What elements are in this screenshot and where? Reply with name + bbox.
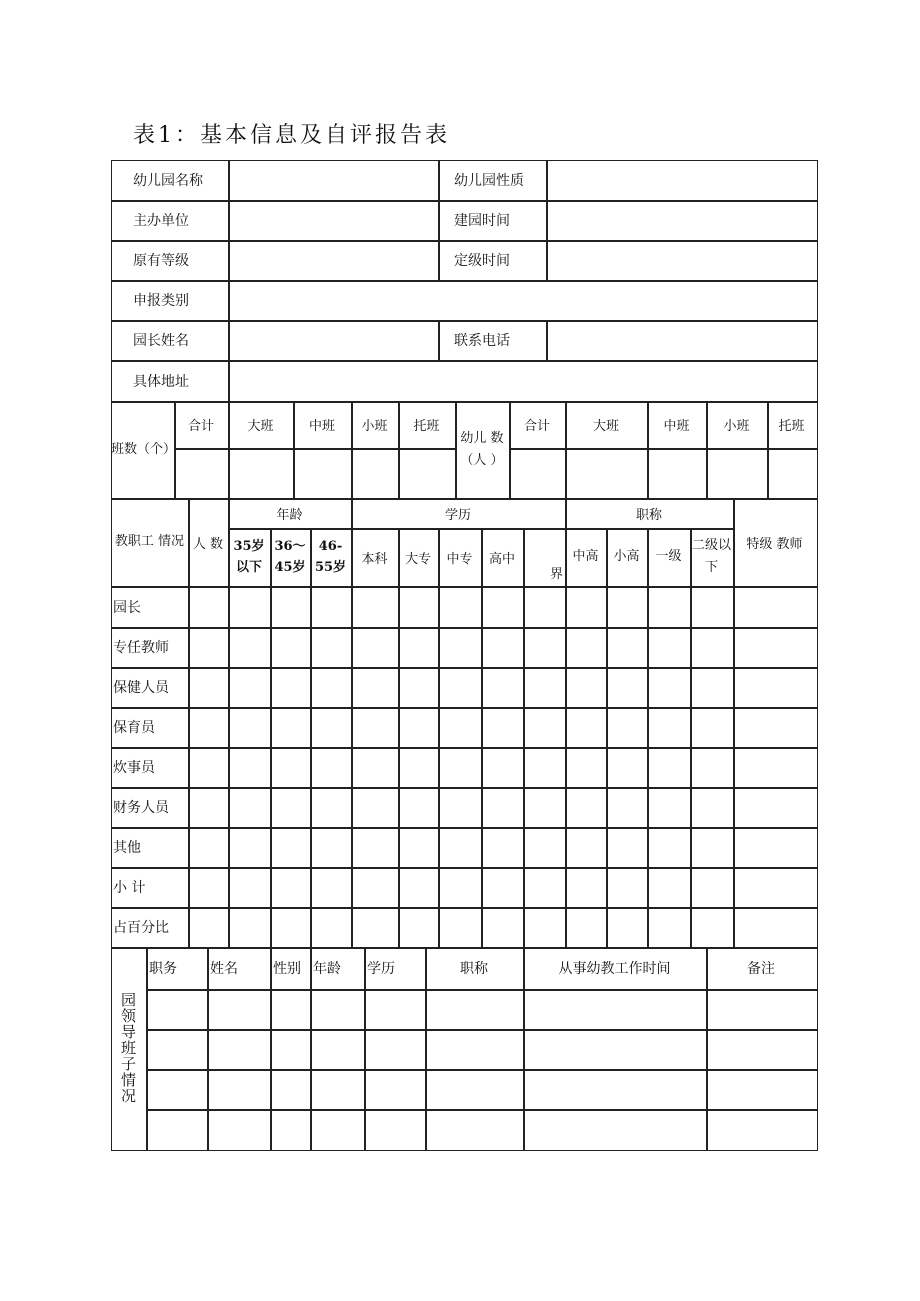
input-cell[interactable] [351,907,400,949]
input-cell[interactable] [207,1029,272,1071]
leadership-header: 性别 [273,961,301,977]
input-cell[interactable] [398,907,440,949]
input-cell[interactable] [310,787,353,829]
staff-row-label: 专任教师 [113,640,169,656]
input-cell[interactable] [351,827,400,869]
input-cell[interactable] [146,1069,209,1111]
edu-header: 界 [549,567,563,582]
input-cell[interactable] [228,360,818,403]
input-cell[interactable] [690,827,735,869]
input-cell[interactable] [706,448,769,500]
staff-count-label: 人 数 [192,536,224,552]
input-cell[interactable] [310,667,353,709]
title-header: 小高 [613,549,640,564]
input-cell[interactable] [690,907,735,949]
input-cell[interactable] [647,627,692,669]
input-cell[interactable] [228,667,272,709]
field-label: 具体地址 [133,373,189,390]
leadership-header: 从事幼教工作时间 [558,961,671,977]
input-cell[interactable] [398,586,440,629]
input-cell[interactable] [438,586,483,629]
input-cell[interactable] [207,989,272,1031]
input-cell[interactable] [270,667,312,709]
input-cell[interactable] [270,867,312,909]
input-cell[interactable] [398,707,440,749]
input-cell[interactable] [523,627,567,669]
input-cell[interactable] [647,448,708,500]
input-cell[interactable] [706,989,818,1031]
input-cell[interactable] [565,627,608,669]
input-cell[interactable] [647,907,692,949]
input-cell[interactable] [293,448,353,500]
child-header: 大班 [592,419,619,434]
input-cell[interactable] [398,747,440,789]
input-cell[interactable] [481,627,525,669]
input-cell[interactable] [146,989,209,1031]
input-cell[interactable] [398,787,440,829]
class-header: 合计 [187,419,214,434]
edu-group-header: 学历 [444,507,471,523]
input-cell[interactable] [188,667,230,709]
input-cell[interactable] [481,586,525,629]
input-cell[interactable] [188,627,230,669]
input-cell[interactable] [647,747,692,789]
input-cell[interactable] [565,448,649,500]
input-cell[interactable] [228,907,272,949]
input-cell[interactable] [523,667,567,709]
input-cell[interactable] [690,586,735,629]
input-cell[interactable] [310,747,353,789]
input-cell[interactable] [523,867,567,909]
input-cell[interactable] [351,627,400,669]
input-cell[interactable] [351,867,400,909]
input-cell[interactable] [546,200,818,242]
input-cell[interactable] [425,1029,525,1071]
input-cell[interactable] [509,448,567,500]
page-title: 表1：基本信息及自评报告表 [133,123,450,148]
input-cell[interactable] [523,907,567,949]
input-cell[interactable] [310,827,353,869]
input-cell[interactable] [351,747,400,789]
input-cell[interactable] [351,787,400,829]
input-cell[interactable] [565,747,608,789]
input-cell[interactable] [228,200,440,242]
input-cell[interactable] [188,827,230,869]
input-cell[interactable] [438,907,483,949]
input-cell[interactable] [398,448,457,500]
input-cell[interactable] [481,867,525,909]
input-cell[interactable] [606,747,649,789]
input-cell[interactable] [481,707,525,749]
input-cell[interactable] [523,989,708,1031]
leadership-header: 备注 [747,961,775,977]
input-cell[interactable] [228,160,440,202]
title-header: 一级 [655,549,682,564]
input-cell[interactable] [647,867,692,909]
input-cell[interactable] [606,707,649,749]
input-cell[interactable] [565,707,608,749]
input-cell[interactable] [767,448,818,500]
input-cell[interactable] [310,989,366,1031]
input-cell[interactable] [523,827,567,869]
input-cell[interactable] [364,989,427,1031]
input-cell[interactable] [733,667,818,709]
input-cell[interactable] [606,667,649,709]
input-cell[interactable] [606,787,649,829]
class-header: 托班 [413,419,440,434]
input-cell[interactable] [188,747,230,789]
child-header: 托班 [778,419,805,434]
staff-label: 教职工 情况 [114,534,185,549]
edu-header: 中专 [446,551,473,567]
input-cell[interactable] [706,1109,818,1151]
input-cell[interactable] [228,627,272,669]
input-cell[interactable] [146,1109,209,1151]
input-cell[interactable] [398,867,440,909]
staff-row-label: 炊事员 [113,760,155,776]
input-cell[interactable] [523,747,567,789]
staff-row-label: 财务人员 [113,800,169,816]
input-cell[interactable] [647,787,692,829]
title-header: 二级以下 [691,538,731,575]
child-count-label: 幼儿 数（人 ） [460,430,504,468]
input-cell[interactable] [270,787,312,829]
input-cell[interactable] [733,586,818,629]
input-cell[interactable] [438,627,483,669]
input-cell[interactable] [146,1029,209,1071]
input-cell[interactable] [565,827,608,869]
leadership-side-label: 园领导班子情况 [119,992,137,1104]
field-label: 园长姓名 [133,333,189,349]
input-cell[interactable] [438,707,483,749]
edu-header: 本科 [361,551,388,567]
input-cell[interactable] [310,707,353,749]
input-cell[interactable] [647,827,692,869]
input-cell[interactable] [398,827,440,869]
input-cell[interactable] [706,1069,818,1111]
input-cell[interactable] [438,667,483,709]
input-cell[interactable] [690,707,735,749]
input-cell[interactable] [733,827,818,869]
edu-header: 高中 [488,551,515,567]
input-cell[interactable] [546,160,818,202]
input-cell[interactable] [270,989,312,1031]
leadership-header: 姓名 [210,961,238,977]
input-cell[interactable] [270,827,312,869]
input-cell[interactable] [565,667,608,709]
input-cell[interactable] [606,907,649,949]
input-cell[interactable] [228,240,440,282]
input-cell[interactable] [270,627,312,669]
input-cell[interactable] [425,1109,525,1151]
input-cell[interactable] [228,747,272,789]
input-cell[interactable] [706,1029,818,1071]
input-cell[interactable] [425,989,525,1031]
input-cell[interactable] [228,787,272,829]
input-cell[interactable] [523,586,567,629]
leadership-header: 年龄 [313,961,341,977]
input-cell[interactable] [438,827,483,869]
input-cell[interactable] [310,867,353,909]
input-cell[interactable] [523,1029,708,1071]
special-teacher-header: 特级 教师 [746,536,803,552]
input-cell[interactable] [565,787,608,829]
input-cell[interactable] [228,827,272,869]
input-cell[interactable] [523,787,567,829]
input-cell[interactable] [364,1109,427,1151]
input-cell[interactable] [523,1109,708,1151]
staff-row-label: 小 计 [113,880,146,896]
input-cell[interactable] [647,586,692,629]
class-header: 中班 [308,419,335,434]
class-header: 大班 [247,419,274,434]
input-cell[interactable] [606,627,649,669]
leadership-header: 学历 [367,961,395,977]
input-cell[interactable] [310,627,353,669]
age-header: 35岁以下 [233,539,265,575]
edu-header: 大专 [404,551,431,567]
input-cell[interactable] [546,240,818,282]
input-cell[interactable] [270,586,312,629]
input-cell[interactable] [207,1069,272,1111]
field-label: 幼儿园名称 [133,173,203,189]
input-cell[interactable] [523,1069,708,1111]
input-cell[interactable] [310,1069,366,1111]
input-cell[interactable] [351,586,400,629]
input-cell[interactable] [438,787,483,829]
title-header: 中高 [572,549,599,564]
leadership-header: 职务 [149,961,177,977]
input-cell[interactable] [364,1029,427,1071]
input-cell[interactable] [690,747,735,789]
input-cell[interactable] [228,867,272,909]
input-cell[interactable] [310,907,353,949]
input-cell[interactable] [270,1109,312,1151]
field-label: 幼儿园性质 [454,173,524,189]
input-cell[interactable] [546,320,818,362]
staff-row-label: 保育员 [113,720,155,736]
input-cell[interactable] [647,707,692,749]
input-cell[interactable] [351,448,400,500]
input-cell[interactable] [310,586,353,629]
input-cell[interactable] [174,448,230,500]
input-cell[interactable] [188,867,230,909]
input-cell[interactable] [270,1069,312,1111]
field-label: 原有等级 [133,253,189,269]
child-header: 小班 [723,419,750,434]
field-label: 申报类别 [133,293,189,309]
input-cell[interactable] [438,867,483,909]
input-cell[interactable] [733,787,818,829]
input-cell[interactable] [733,707,818,749]
input-cell[interactable] [270,1029,312,1071]
input-cell[interactable] [523,707,567,749]
input-cell[interactable] [606,586,649,629]
input-cell[interactable] [351,707,400,749]
input-cell[interactable] [188,586,230,629]
input-cell[interactable] [481,747,525,789]
input-cell[interactable] [398,667,440,709]
input-cell[interactable] [565,867,608,909]
field-label: 定级时间 [454,253,510,269]
input-cell[interactable] [228,448,295,500]
input-cell[interactable] [606,867,649,909]
input-cell[interactable] [228,707,272,749]
input-cell[interactable] [438,747,483,789]
input-cell[interactable] [351,667,400,709]
age-header: 36～45岁 [274,539,306,575]
input-cell[interactable] [481,787,525,829]
field-label: 建园时间 [454,213,510,229]
input-cell[interactable] [565,907,608,949]
input-cell[interactable] [481,907,525,949]
field-label: 主办单位 [133,213,189,229]
input-cell[interactable] [310,1029,366,1071]
staff-row-label: 园长 [113,599,141,616]
child-header: 中班 [663,419,690,434]
child-header: 合计 [523,419,550,434]
input-cell[interactable] [188,787,230,829]
class-count-label: 班数（个） [111,441,177,457]
input-cell[interactable] [481,827,525,869]
input-cell[interactable] [228,320,440,362]
input-cell[interactable] [690,667,735,709]
staff-row-label: 其他 [113,840,141,856]
input-cell[interactable] [188,707,230,749]
input-cell[interactable] [690,867,735,909]
input-cell[interactable] [606,827,649,869]
input-cell[interactable] [733,627,818,669]
input-cell[interactable] [228,280,818,322]
input-cell[interactable] [733,747,818,789]
input-cell[interactable] [481,667,525,709]
input-cell[interactable] [425,1069,525,1111]
input-cell[interactable] [270,747,312,789]
age-header: 46-55岁 [314,539,347,575]
input-cell[interactable] [398,627,440,669]
age-group-header: 年龄 [276,507,303,523]
input-cell[interactable] [690,627,735,669]
input-cell[interactable] [733,867,818,909]
field-label: 联系电话 [454,333,510,349]
input-cell[interactable] [207,1109,272,1151]
input-cell[interactable] [690,787,735,829]
input-cell[interactable] [647,667,692,709]
title-group-header: 职称 [635,507,662,523]
input-cell[interactable] [364,1069,427,1111]
input-cell[interactable] [565,586,608,629]
leadership-header: 职称 [460,961,488,977]
input-cell[interactable] [733,907,818,949]
input-cell[interactable] [188,907,230,949]
input-cell[interactable] [270,707,312,749]
staff-row-label: 保健人员 [113,680,169,696]
staff-row-label: 占百分比 [113,920,169,936]
input-cell[interactable] [228,586,272,629]
input-cell[interactable] [310,1109,366,1151]
input-cell[interactable] [270,907,312,949]
class-header: 小班 [361,419,388,434]
